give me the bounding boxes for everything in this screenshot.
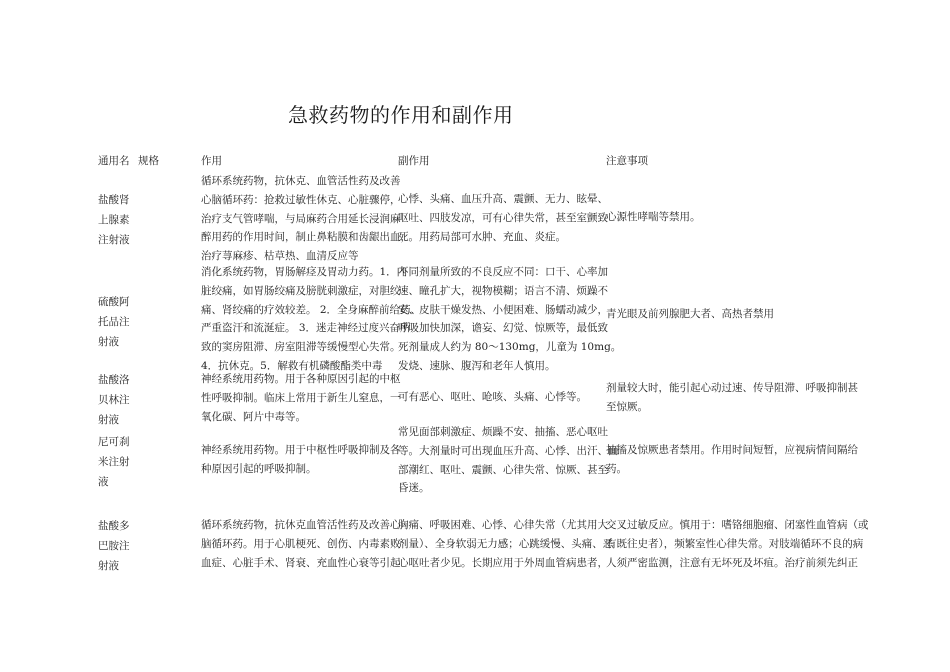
header-notes: 注意事项 <box>606 155 648 167</box>
drug-name-atropine: 硫酸阿 托品注 射液 <box>98 296 130 348</box>
header-side-effect: 副作用 <box>398 155 430 167</box>
side-effect-nikethamide: 常见面部刺激症、烦躁不安、抽搐、恶心呕吐 等。大剂量时可出现血压升高、心悸、出汗、面 部潮红、呕吐、震颤、心律失常、惊厥、甚至 昏迷。 <box>398 426 619 495</box>
header-spec: 规格 <box>138 155 159 167</box>
side-effect-epinephrine: 心悸、头痛、血压升高、震颤、无力、眩晕、 呕吐、四肢发凉，可有心律失常，甚至室颤致 死。用药局部可水肿、充血、炎症。 <box>398 193 608 243</box>
drug-name-nikethamide: 尼可刹 米注射 液 <box>98 436 130 488</box>
effect-dopamine: 循环系统药物，抗休克血管活性药及改善心 脑循环药。用于心肌梗死、创伤、内毒素败 血症、心脏手术、肾衰、充血性心衰等引起 <box>201 519 401 569</box>
note-lobeline: 剂量较大时，能引起心动过速、传导阻滞、呼吸抑制甚 至惊厥。 <box>606 382 858 413</box>
side-effect-atropine: 不同剂量所致的不良反应不同：口干、心率加 速、瞳孔扩大，视物模糊；语言不清、烦躁不 安、皮肤干燥发热、小便困难、肠蠕动减少， 呼吸加快加深，谵妄、幻觉、惊厥等，最低致 死剂量成人约为 80～130mg，儿童为 10mg。 发烧、速脉、腹泻和老年人慎用。 <box>398 266 622 372</box>
side-effect-dopamine: 胸痛、呼吸困难、心悸、心律失常（尤其用大 剂量）、全身软弱无力感；心跳缓慢、头痛、恶 心呕吐者少见。长期应用于外周血管病患者， <box>398 519 614 569</box>
effect-atropine: 消化系统药物，胃肠解痉及胃动力药。1．内 脏绞痛，如胃肠绞痛及膀胱刺激症，对胆绞 痛、肾绞痛的疗效较差。 2．全身麻醉前给药、 严重盗汗和流涎症。 3．迷走神经过度兴奋所 致的窦房阻滞、房室阻滞等缓慢型心失常。 4．抗休克。5．解救有机磷酸酯类中毒 <box>201 266 422 372</box>
page-title: 急救药物的作用和副作用 <box>288 103 514 127</box>
effect-nikethamide: 神经系统用药物。用于中枢性呼吸抑制及各 种原因引起的呼吸抑制。 <box>201 444 401 475</box>
note-atropine: 青光眼及前列腺肥大者、高热者禁用 <box>606 308 774 320</box>
effect-lobeline: 神经系统用药物。用于各种原因引起的中枢 性呼吸抑制。临床上常用于新生儿窒息，一 氧化碳、阿片中毒等。 <box>201 373 401 423</box>
header-effect: 作用 <box>201 155 222 167</box>
header-generic-name: 通用名 <box>98 155 130 167</box>
drug-name-dopamine: 盐酸多 巴胺注 射液 <box>98 520 130 572</box>
side-effect-lobeline: 可有恶心、呕吐、呛咳、头痛、心悸等。 <box>398 391 587 403</box>
drug-name-lobeline: 盐酸洛 贝林注 射液 <box>98 374 130 426</box>
drug-name-epinephrine: 盐酸肾 上腺素 注射液 <box>98 194 130 246</box>
note-dopamine: 交叉过敏反应。慎用于：嗜铬细胞瘤、闭塞性血管病（或 有既往史者），频繁室性心律失常。对肢端循环不良的病 人须严密监测，注意有无坏死及坏疽。治疗前须先纠正 <box>606 519 869 569</box>
effect-epinephrine: 循环系统药物，抗休克、血管活性药及改善 心脑循环药：抢救过敏性休克、心脏骤停， 治疗支气管哮喘，与局麻药合用延长浸润麻 醉用药的作用时间，制止鼻粘膜和齿龈出血， 治疗荨麻疹、枯草热、血清反应等 <box>201 175 411 263</box>
note-epinephrine: 心源性哮喘等禁用。 <box>606 211 701 223</box>
note-nikethamide: 抽搐及惊厥患者禁用。作用时间短暂，应视病情间隔给 药。 <box>606 444 858 475</box>
